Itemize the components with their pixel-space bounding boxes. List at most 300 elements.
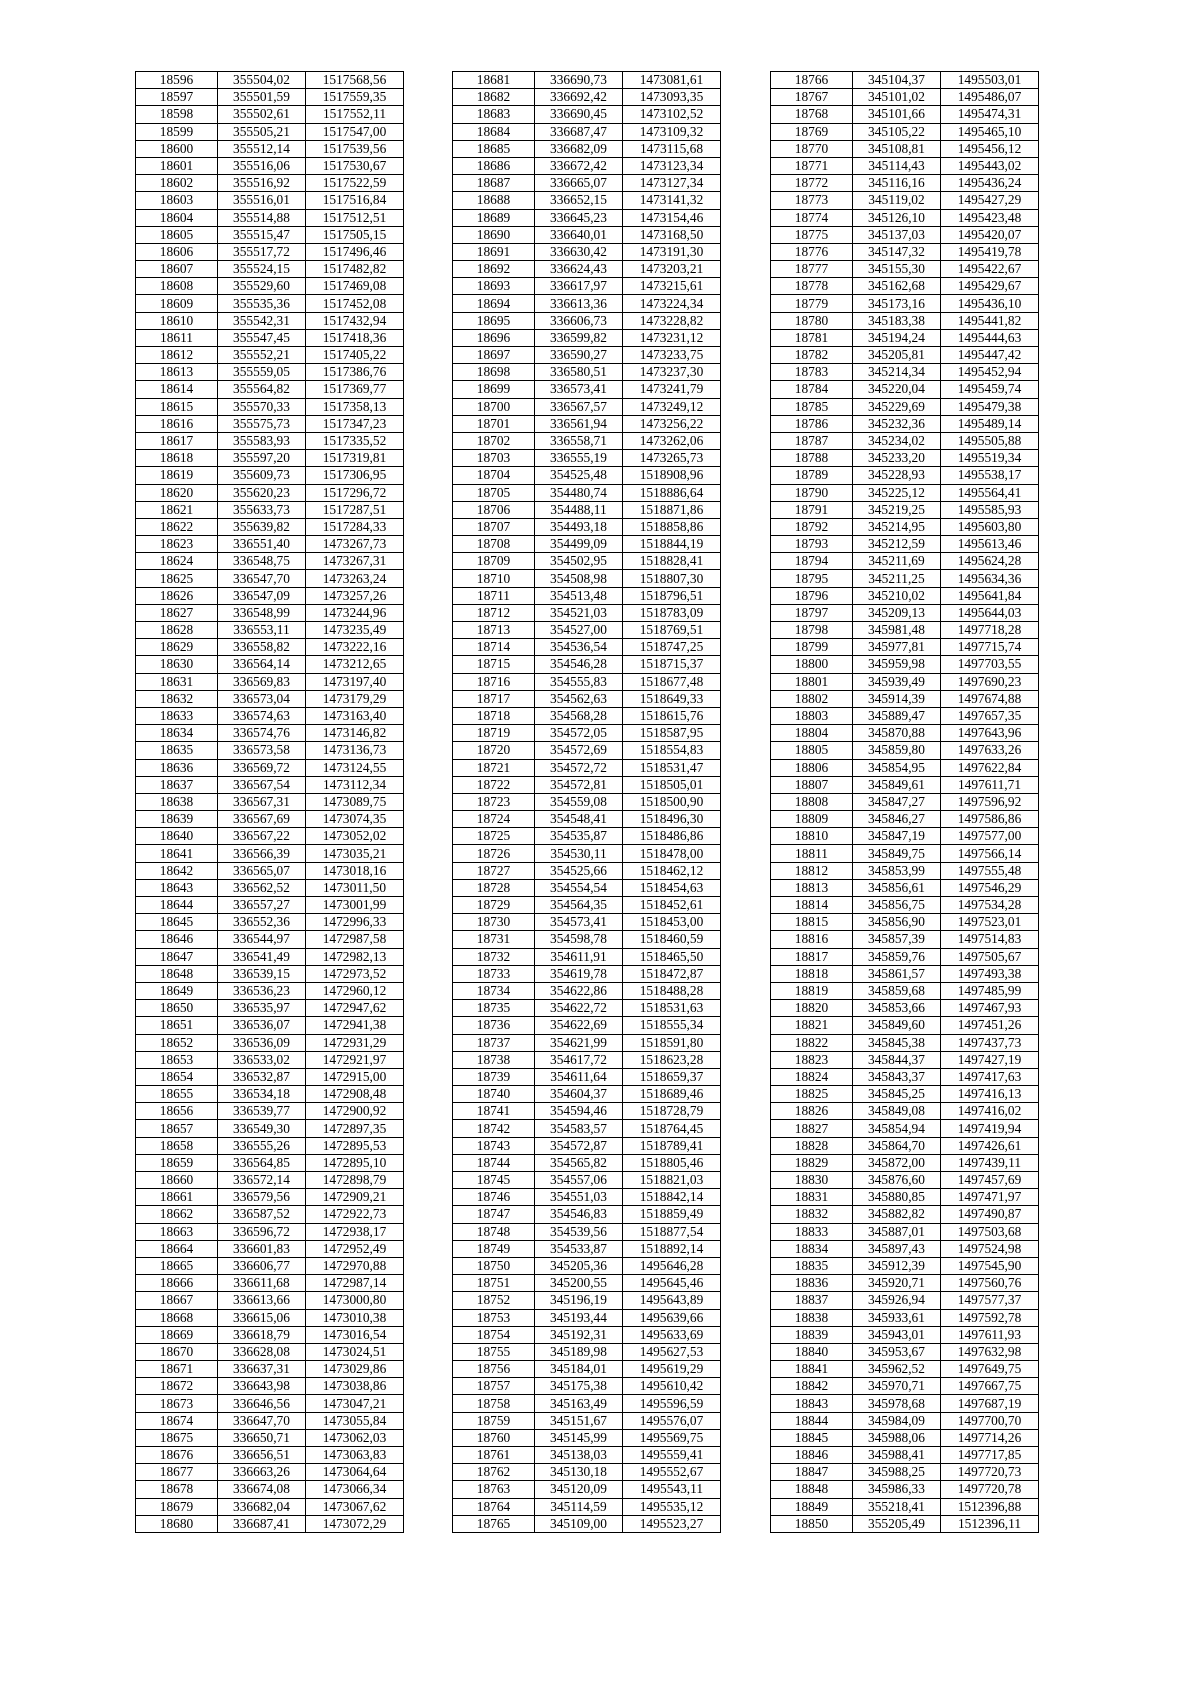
point-number-cell: 18605 bbox=[136, 226, 218, 243]
y-coordinate-cell: 1517369,77 bbox=[306, 381, 404, 398]
table-row bbox=[136, 914, 404, 931]
table-row bbox=[136, 622, 404, 639]
y-coordinate-cell: 1517296,72 bbox=[306, 484, 404, 501]
point-number-cell: 18651 bbox=[136, 1017, 218, 1034]
table-row bbox=[771, 1206, 1039, 1223]
x-coordinate-cell: 336558,82 bbox=[218, 639, 306, 656]
y-coordinate-cell: 1518842,14 bbox=[623, 1189, 721, 1206]
point-number-cell: 18844 bbox=[771, 1412, 853, 1429]
y-coordinate-cell: 1497514,83 bbox=[941, 931, 1039, 948]
point-number-cell: 18623 bbox=[136, 536, 218, 553]
x-coordinate-cell: 336590,27 bbox=[535, 347, 623, 364]
point-number-cell: 18722 bbox=[453, 776, 535, 793]
table-row bbox=[771, 1429, 1039, 1446]
y-coordinate-cell: 1518677,48 bbox=[623, 673, 721, 690]
table-row bbox=[771, 450, 1039, 467]
table-row bbox=[136, 1343, 404, 1360]
table-row bbox=[453, 931, 721, 948]
y-coordinate-cell: 1495619,29 bbox=[623, 1361, 721, 1378]
table-row bbox=[136, 1464, 404, 1481]
x-coordinate-cell: 354564,35 bbox=[535, 897, 623, 914]
y-coordinate-cell: 1495429,67 bbox=[941, 278, 1039, 295]
table-row bbox=[771, 72, 1039, 89]
point-number-cell: 18640 bbox=[136, 828, 218, 845]
table-row bbox=[771, 484, 1039, 501]
point-number-cell: 18819 bbox=[771, 982, 853, 999]
table-row bbox=[453, 828, 721, 845]
y-coordinate-cell: 1495538,17 bbox=[941, 467, 1039, 484]
x-coordinate-cell: 345175,38 bbox=[535, 1378, 623, 1395]
x-coordinate-cell: 354559,08 bbox=[535, 793, 623, 810]
point-number-cell: 18622 bbox=[136, 518, 218, 535]
y-coordinate-cell: 1497687,19 bbox=[941, 1395, 1039, 1412]
y-coordinate-cell: 1473072,29 bbox=[306, 1515, 404, 1532]
y-coordinate-cell: 1497633,26 bbox=[941, 742, 1039, 759]
y-coordinate-cell: 1472941,38 bbox=[306, 1017, 404, 1034]
point-number-cell: 18625 bbox=[136, 570, 218, 587]
y-coordinate-cell: 1495452,94 bbox=[941, 364, 1039, 381]
x-coordinate-cell: 354480,74 bbox=[535, 484, 623, 501]
x-coordinate-cell: 345977,81 bbox=[853, 639, 941, 656]
table-row bbox=[136, 72, 404, 89]
x-coordinate-cell: 354572,81 bbox=[535, 776, 623, 793]
x-coordinate-cell: 336547,09 bbox=[218, 587, 306, 604]
point-number-cell: 18761 bbox=[453, 1447, 535, 1464]
y-coordinate-cell: 1512396,88 bbox=[941, 1498, 1039, 1515]
y-coordinate-cell: 1495645,46 bbox=[623, 1275, 721, 1292]
table-body bbox=[771, 72, 1039, 1533]
table-row bbox=[136, 1086, 404, 1103]
y-coordinate-cell: 1473029,86 bbox=[306, 1361, 404, 1378]
table-row bbox=[771, 209, 1039, 226]
y-coordinate-cell: 1473112,34 bbox=[306, 776, 404, 793]
x-coordinate-cell: 336555,26 bbox=[218, 1137, 306, 1154]
table-row bbox=[771, 1326, 1039, 1343]
point-number-cell: 18727 bbox=[453, 862, 535, 879]
y-coordinate-cell: 1473047,21 bbox=[306, 1395, 404, 1412]
table-row bbox=[771, 948, 1039, 965]
y-coordinate-cell: 1497586,86 bbox=[941, 811, 1039, 828]
table-row bbox=[136, 759, 404, 776]
y-coordinate-cell: 1518452,61 bbox=[623, 897, 721, 914]
table-row bbox=[453, 553, 721, 570]
point-number-cell: 18653 bbox=[136, 1051, 218, 1068]
y-coordinate-cell: 1517469,08 bbox=[306, 278, 404, 295]
table-row bbox=[453, 965, 721, 982]
x-coordinate-cell: 336565,07 bbox=[218, 862, 306, 879]
x-coordinate-cell: 336536,07 bbox=[218, 1017, 306, 1034]
x-coordinate-cell: 336548,75 bbox=[218, 553, 306, 570]
point-number-cell: 18728 bbox=[453, 879, 535, 896]
y-coordinate-cell: 1473265,73 bbox=[623, 450, 721, 467]
point-number-cell: 18838 bbox=[771, 1309, 853, 1326]
point-number-cell: 18615 bbox=[136, 398, 218, 415]
table-row bbox=[136, 931, 404, 948]
x-coordinate-cell: 355620,23 bbox=[218, 484, 306, 501]
x-coordinate-cell: 345978,68 bbox=[853, 1395, 941, 1412]
y-coordinate-cell: 1517505,15 bbox=[306, 226, 404, 243]
y-coordinate-cell: 1473197,40 bbox=[306, 673, 404, 690]
table-row bbox=[136, 828, 404, 845]
x-coordinate-cell: 354548,41 bbox=[535, 811, 623, 828]
y-coordinate-cell: 1495639,66 bbox=[623, 1309, 721, 1326]
y-coordinate-cell: 1495443,02 bbox=[941, 157, 1039, 174]
y-coordinate-cell: 1497718,28 bbox=[941, 622, 1039, 639]
y-coordinate-cell: 1518453,00 bbox=[623, 914, 721, 931]
y-coordinate-cell: 1497720,73 bbox=[941, 1464, 1039, 1481]
x-coordinate-cell: 345119,02 bbox=[853, 192, 941, 209]
x-coordinate-cell: 355218,41 bbox=[853, 1498, 941, 1515]
x-coordinate-cell: 345114,59 bbox=[535, 1498, 623, 1515]
x-coordinate-cell: 345959,98 bbox=[853, 656, 941, 673]
point-number-cell: 18779 bbox=[771, 295, 853, 312]
x-coordinate-cell: 336553,11 bbox=[218, 622, 306, 639]
y-coordinate-cell: 1518859,49 bbox=[623, 1206, 721, 1223]
y-coordinate-cell: 1495569,75 bbox=[623, 1429, 721, 1446]
table-row bbox=[136, 312, 404, 329]
point-number-cell: 18713 bbox=[453, 622, 535, 639]
y-coordinate-cell: 1518886,64 bbox=[623, 484, 721, 501]
point-number-cell: 18682 bbox=[453, 89, 535, 106]
point-number-cell: 18626 bbox=[136, 587, 218, 604]
y-coordinate-cell: 1517547,00 bbox=[306, 123, 404, 140]
y-coordinate-cell: 1518747,25 bbox=[623, 639, 721, 656]
table-row bbox=[771, 347, 1039, 364]
x-coordinate-cell: 345214,34 bbox=[853, 364, 941, 381]
table-row bbox=[771, 1172, 1039, 1189]
y-coordinate-cell: 1473074,35 bbox=[306, 811, 404, 828]
point-number-cell: 18823 bbox=[771, 1051, 853, 1068]
y-coordinate-cell: 1518689,46 bbox=[623, 1086, 721, 1103]
y-coordinate-cell: 1472895,53 bbox=[306, 1137, 404, 1154]
y-coordinate-cell: 1472987,58 bbox=[306, 931, 404, 948]
point-number-cell: 18619 bbox=[136, 467, 218, 484]
point-number-cell: 18616 bbox=[136, 415, 218, 432]
point-number-cell: 18617 bbox=[136, 432, 218, 449]
y-coordinate-cell: 1518460,59 bbox=[623, 931, 721, 948]
y-coordinate-cell: 1495503,01 bbox=[941, 72, 1039, 89]
y-coordinate-cell: 1472982,13 bbox=[306, 948, 404, 965]
point-number-cell: 18609 bbox=[136, 295, 218, 312]
x-coordinate-cell: 336533,02 bbox=[218, 1051, 306, 1068]
table-row bbox=[136, 1223, 404, 1240]
table-row bbox=[136, 1481, 404, 1498]
y-coordinate-cell: 1497555,48 bbox=[941, 862, 1039, 879]
table-row bbox=[453, 1412, 721, 1429]
point-number-cell: 18813 bbox=[771, 879, 853, 896]
point-number-cell: 18699 bbox=[453, 381, 535, 398]
point-number-cell: 18621 bbox=[136, 501, 218, 518]
table-row bbox=[453, 1361, 721, 1378]
x-coordinate-cell: 345988,25 bbox=[853, 1464, 941, 1481]
table-row bbox=[136, 1017, 404, 1034]
y-coordinate-cell: 1518877,54 bbox=[623, 1223, 721, 1240]
point-number-cell: 18647 bbox=[136, 948, 218, 965]
point-number-cell: 18737 bbox=[453, 1034, 535, 1051]
point-number-cell: 18775 bbox=[771, 226, 853, 243]
x-coordinate-cell: 336650,71 bbox=[218, 1429, 306, 1446]
x-coordinate-cell: 354622,86 bbox=[535, 982, 623, 999]
y-coordinate-cell: 1497657,35 bbox=[941, 707, 1039, 724]
table-row bbox=[453, 1223, 721, 1240]
x-coordinate-cell: 355597,20 bbox=[218, 450, 306, 467]
x-coordinate-cell: 354508,98 bbox=[535, 570, 623, 587]
x-coordinate-cell: 345196,19 bbox=[535, 1292, 623, 1309]
x-coordinate-cell: 336535,97 bbox=[218, 1000, 306, 1017]
table-row bbox=[136, 1429, 404, 1446]
y-coordinate-cell: 1473016,54 bbox=[306, 1326, 404, 1343]
point-number-cell: 18627 bbox=[136, 604, 218, 621]
table-row bbox=[771, 965, 1039, 982]
y-coordinate-cell: 1497534,28 bbox=[941, 897, 1039, 914]
x-coordinate-cell: 336544,97 bbox=[218, 931, 306, 948]
coordinate-table-2 bbox=[452, 71, 721, 1533]
point-number-cell: 18746 bbox=[453, 1189, 535, 1206]
table-row bbox=[771, 656, 1039, 673]
x-coordinate-cell: 355515,47 bbox=[218, 226, 306, 243]
table-row bbox=[771, 140, 1039, 157]
y-coordinate-cell: 1473215,61 bbox=[623, 278, 721, 295]
point-number-cell: 18680 bbox=[136, 1515, 218, 1532]
point-number-cell: 18708 bbox=[453, 536, 535, 553]
x-coordinate-cell: 355575,73 bbox=[218, 415, 306, 432]
point-number-cell: 18846 bbox=[771, 1447, 853, 1464]
y-coordinate-cell: 1473154,46 bbox=[623, 209, 721, 226]
table-row bbox=[453, 982, 721, 999]
x-coordinate-cell: 355516,01 bbox=[218, 192, 306, 209]
point-number-cell: 18654 bbox=[136, 1068, 218, 1085]
table-row bbox=[771, 690, 1039, 707]
x-coordinate-cell: 336555,19 bbox=[535, 450, 623, 467]
y-coordinate-cell: 1473146,82 bbox=[306, 725, 404, 742]
y-coordinate-cell: 1472909,21 bbox=[306, 1189, 404, 1206]
point-number-cell: 18733 bbox=[453, 965, 535, 982]
point-number-cell: 18807 bbox=[771, 776, 853, 793]
point-number-cell: 18824 bbox=[771, 1068, 853, 1085]
x-coordinate-cell: 345126,10 bbox=[853, 209, 941, 226]
x-coordinate-cell: 336567,31 bbox=[218, 793, 306, 810]
x-coordinate-cell: 354554,54 bbox=[535, 879, 623, 896]
x-coordinate-cell: 355609,73 bbox=[218, 467, 306, 484]
table-row bbox=[136, 261, 404, 278]
y-coordinate-cell: 1497546,29 bbox=[941, 879, 1039, 896]
table-row bbox=[453, 1429, 721, 1446]
x-coordinate-cell: 345856,75 bbox=[853, 897, 941, 914]
x-coordinate-cell: 345109,00 bbox=[535, 1515, 623, 1532]
x-coordinate-cell: 345986,33 bbox=[853, 1481, 941, 1498]
x-coordinate-cell: 354572,72 bbox=[535, 759, 623, 776]
y-coordinate-cell: 1473010,38 bbox=[306, 1309, 404, 1326]
y-coordinate-cell: 1518828,41 bbox=[623, 553, 721, 570]
point-number-cell: 18740 bbox=[453, 1086, 535, 1103]
table-row bbox=[136, 656, 404, 673]
y-coordinate-cell: 1473000,80 bbox=[306, 1292, 404, 1309]
y-coordinate-cell: 1473062,03 bbox=[306, 1429, 404, 1446]
table-row bbox=[453, 1172, 721, 1189]
x-coordinate-cell: 354604,37 bbox=[535, 1086, 623, 1103]
point-number-cell: 18749 bbox=[453, 1240, 535, 1257]
table-row bbox=[453, 1292, 721, 1309]
table-row bbox=[771, 673, 1039, 690]
table-row bbox=[453, 1498, 721, 1515]
y-coordinate-cell: 1473038,86 bbox=[306, 1378, 404, 1395]
y-coordinate-cell: 1473212,65 bbox=[306, 656, 404, 673]
point-number-cell: 18634 bbox=[136, 725, 218, 742]
table-row bbox=[136, 347, 404, 364]
y-coordinate-cell: 1517496,46 bbox=[306, 243, 404, 260]
table-row bbox=[453, 1447, 721, 1464]
table-row bbox=[771, 295, 1039, 312]
point-number-cell: 18785 bbox=[771, 398, 853, 415]
y-coordinate-cell: 1517418,36 bbox=[306, 329, 404, 346]
point-number-cell: 18716 bbox=[453, 673, 535, 690]
x-coordinate-cell: 336663,26 bbox=[218, 1464, 306, 1481]
x-coordinate-cell: 345845,38 bbox=[853, 1034, 941, 1051]
x-coordinate-cell: 355552,21 bbox=[218, 347, 306, 364]
table-row bbox=[771, 1361, 1039, 1378]
y-coordinate-cell: 1497592,78 bbox=[941, 1309, 1039, 1326]
x-coordinate-cell: 345151,67 bbox=[535, 1412, 623, 1429]
point-number-cell: 18688 bbox=[453, 192, 535, 209]
point-number-cell: 18808 bbox=[771, 793, 853, 810]
table-row bbox=[136, 1051, 404, 1068]
table-row bbox=[453, 415, 721, 432]
x-coordinate-cell: 345220,04 bbox=[853, 381, 941, 398]
table-row bbox=[771, 192, 1039, 209]
table-row bbox=[136, 725, 404, 742]
point-number-cell: 18732 bbox=[453, 948, 535, 965]
x-coordinate-cell: 355633,73 bbox=[218, 501, 306, 518]
point-number-cell: 18604 bbox=[136, 209, 218, 226]
x-coordinate-cell: 345130,18 bbox=[535, 1464, 623, 1481]
x-coordinate-cell: 336536,09 bbox=[218, 1034, 306, 1051]
point-number-cell: 18725 bbox=[453, 828, 535, 845]
table-row bbox=[136, 1395, 404, 1412]
y-coordinate-cell: 1497437,73 bbox=[941, 1034, 1039, 1051]
point-number-cell: 18663 bbox=[136, 1223, 218, 1240]
x-coordinate-cell: 354502,95 bbox=[535, 553, 623, 570]
y-coordinate-cell: 1518615,76 bbox=[623, 707, 721, 724]
y-coordinate-cell: 1473222,16 bbox=[306, 639, 404, 656]
point-number-cell: 18743 bbox=[453, 1137, 535, 1154]
table-row bbox=[453, 776, 721, 793]
x-coordinate-cell: 336624,43 bbox=[535, 261, 623, 278]
point-number-cell: 18700 bbox=[453, 398, 535, 415]
y-coordinate-cell: 1517432,94 bbox=[306, 312, 404, 329]
y-coordinate-cell: 1495523,27 bbox=[623, 1515, 721, 1532]
x-coordinate-cell: 345105,22 bbox=[853, 123, 941, 140]
table-row bbox=[453, 89, 721, 106]
table-row bbox=[453, 1137, 721, 1154]
point-number-cell: 18602 bbox=[136, 175, 218, 192]
point-number-cell: 18842 bbox=[771, 1378, 853, 1395]
x-coordinate-cell: 336606,77 bbox=[218, 1257, 306, 1274]
x-coordinate-cell: 354622,69 bbox=[535, 1017, 623, 1034]
x-coordinate-cell: 336567,57 bbox=[535, 398, 623, 415]
table-row bbox=[136, 811, 404, 828]
point-number-cell: 18723 bbox=[453, 793, 535, 810]
table-row bbox=[136, 329, 404, 346]
point-number-cell: 18731 bbox=[453, 931, 535, 948]
y-coordinate-cell: 1495474,31 bbox=[941, 106, 1039, 123]
point-number-cell: 18638 bbox=[136, 793, 218, 810]
point-number-cell: 18643 bbox=[136, 879, 218, 896]
y-coordinate-cell: 1518488,28 bbox=[623, 982, 721, 999]
table-row bbox=[136, 553, 404, 570]
y-coordinate-cell: 1497703,55 bbox=[941, 656, 1039, 673]
y-coordinate-cell: 1497577,37 bbox=[941, 1292, 1039, 1309]
table-row bbox=[771, 329, 1039, 346]
table-row bbox=[771, 828, 1039, 845]
x-coordinate-cell: 345849,61 bbox=[853, 776, 941, 793]
y-coordinate-cell: 1473241,79 bbox=[623, 381, 721, 398]
y-coordinate-cell: 1473066,34 bbox=[306, 1481, 404, 1498]
y-coordinate-cell: 1473228,82 bbox=[623, 312, 721, 329]
point-number-cell: 18753 bbox=[453, 1309, 535, 1326]
point-number-cell: 18636 bbox=[136, 759, 218, 776]
y-coordinate-cell: 1473081,61 bbox=[623, 72, 721, 89]
x-coordinate-cell: 345847,19 bbox=[853, 828, 941, 845]
x-coordinate-cell: 336630,42 bbox=[535, 243, 623, 260]
table-row bbox=[136, 776, 404, 793]
table-row bbox=[136, 106, 404, 123]
table-row bbox=[453, 948, 721, 965]
point-number-cell: 18757 bbox=[453, 1378, 535, 1395]
y-coordinate-cell: 1497720,78 bbox=[941, 1481, 1039, 1498]
point-number-cell: 18782 bbox=[771, 347, 853, 364]
point-number-cell: 18735 bbox=[453, 1000, 535, 1017]
table-row bbox=[136, 1034, 404, 1051]
y-coordinate-cell: 1517522,59 bbox=[306, 175, 404, 192]
point-number-cell: 18635 bbox=[136, 742, 218, 759]
point-number-cell: 18673 bbox=[136, 1395, 218, 1412]
point-number-cell: 18771 bbox=[771, 157, 853, 174]
x-coordinate-cell: 345189,98 bbox=[535, 1343, 623, 1360]
x-coordinate-cell: 336574,76 bbox=[218, 725, 306, 742]
x-coordinate-cell: 345114,43 bbox=[853, 157, 941, 174]
y-coordinate-cell: 1518789,41 bbox=[623, 1137, 721, 1154]
x-coordinate-cell: 345232,36 bbox=[853, 415, 941, 432]
table-row bbox=[771, 536, 1039, 553]
y-coordinate-cell: 1518486,86 bbox=[623, 828, 721, 845]
x-coordinate-cell: 345859,68 bbox=[853, 982, 941, 999]
x-coordinate-cell: 336652,15 bbox=[535, 192, 623, 209]
table-row bbox=[771, 432, 1039, 449]
point-number-cell: 18810 bbox=[771, 828, 853, 845]
point-number-cell: 18850 bbox=[771, 1515, 853, 1532]
x-coordinate-cell: 336618,79 bbox=[218, 1326, 306, 1343]
y-coordinate-cell: 1497505,67 bbox=[941, 948, 1039, 965]
table-row bbox=[771, 570, 1039, 587]
table-row bbox=[771, 793, 1039, 810]
x-coordinate-cell: 336558,71 bbox=[535, 432, 623, 449]
y-coordinate-cell: 1495610,42 bbox=[623, 1378, 721, 1395]
point-number-cell: 18848 bbox=[771, 1481, 853, 1498]
table-row bbox=[453, 157, 721, 174]
point-number-cell: 18841 bbox=[771, 1361, 853, 1378]
y-coordinate-cell: 1497715,74 bbox=[941, 639, 1039, 656]
point-number-cell: 18632 bbox=[136, 690, 218, 707]
x-coordinate-cell: 345214,95 bbox=[853, 518, 941, 535]
y-coordinate-cell: 1473102,52 bbox=[623, 106, 721, 123]
y-coordinate-cell: 1518844,19 bbox=[623, 536, 721, 553]
y-coordinate-cell: 1518587,95 bbox=[623, 725, 721, 742]
point-number-cell: 18825 bbox=[771, 1086, 853, 1103]
table-row bbox=[771, 1447, 1039, 1464]
y-coordinate-cell: 1495613,46 bbox=[941, 536, 1039, 553]
table-row bbox=[771, 897, 1039, 914]
y-coordinate-cell: 1472900,92 bbox=[306, 1103, 404, 1120]
